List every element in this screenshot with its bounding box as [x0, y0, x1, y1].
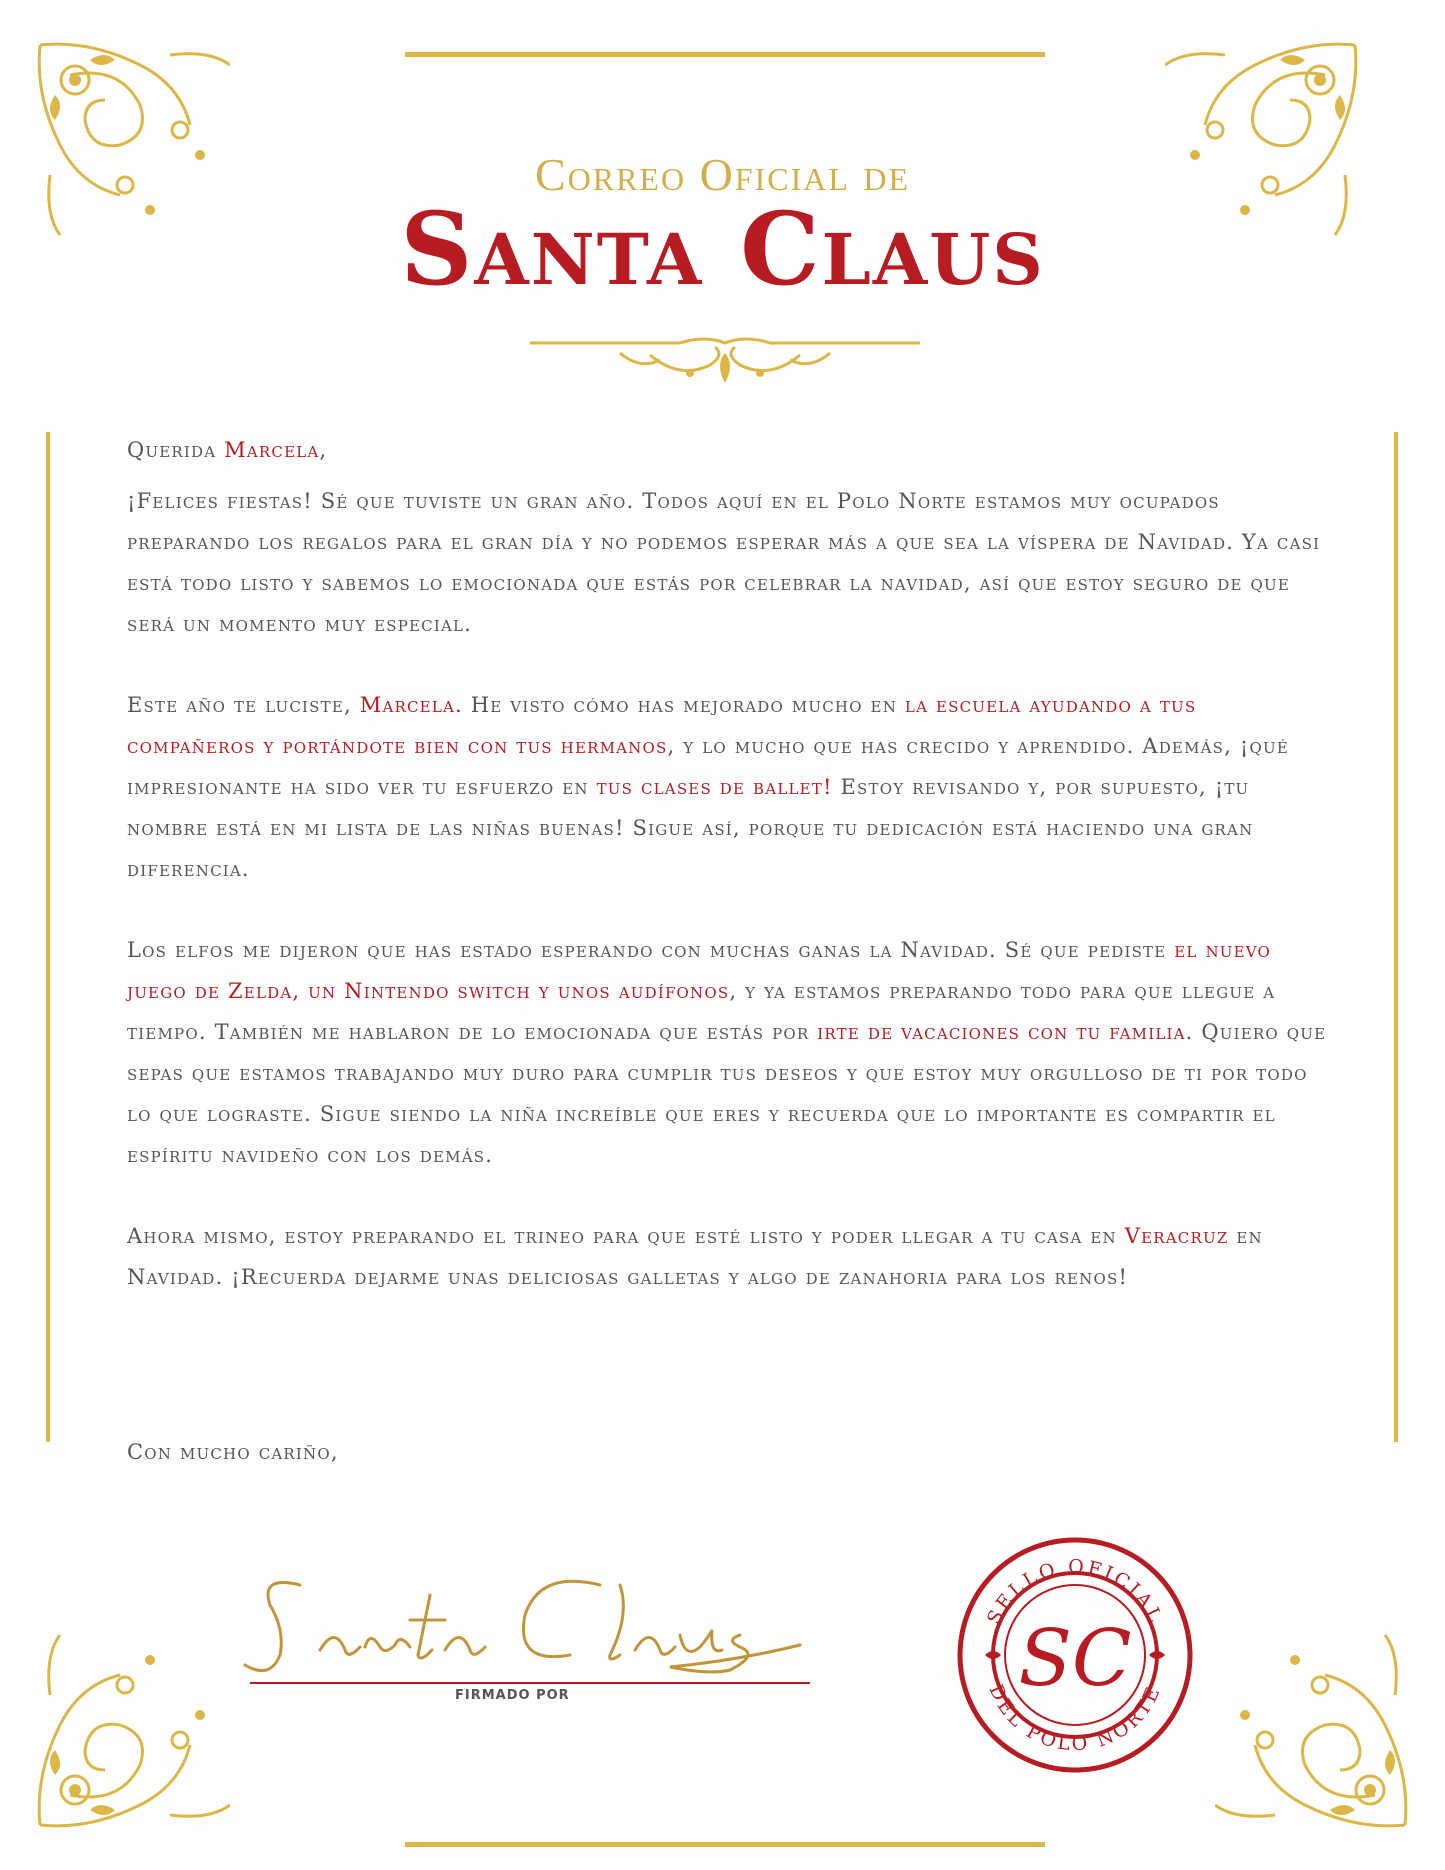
- paragraph-4: [127, 1216, 1327, 1298]
- seal-monogram: SC: [1018, 1614, 1132, 1704]
- p2-text-b: He visto cómo has mejorado mucho en: [462, 693, 905, 717]
- p2-text-a: Este año te luciste,: [127, 693, 360, 717]
- signature-label: FIRMADO POR: [455, 1688, 570, 1703]
- greeting: [127, 430, 1327, 471]
- p3-text-b: , y ya estamos preparando todo para que llegue a tiempo. También me hablaron de lo emocionada que estás por: [127, 979, 1276, 1044]
- p4-text-b: en Navidad. ¡Recuerda dejarme unas deliciosas galletas y algo de zanahoria para los renos!: [127, 1224, 1263, 1289]
- closing: Con mucho cariño,: [127, 1440, 339, 1464]
- letter-body: [127, 430, 1327, 1338]
- official-seal: [955, 1535, 1195, 1775]
- greeting-prefix: Querida: [127, 438, 225, 462]
- santa-signature: [240, 1555, 840, 1695]
- corner-ornament-bottom-right: [1215, 1625, 1415, 1835]
- seal-bottom-text: DEL POLO NORTE: [984, 1681, 1166, 1756]
- p2-highlight-1: la escuela ayudando a tus compañeros y portándote bien con tus hermanos: [127, 693, 1197, 758]
- bottom-gold-line: [405, 1842, 1045, 1847]
- title-flourish: [530, 325, 920, 395]
- p3-text-c: . Quiero que sepas que estamos trabajando muy duro para cumplir tus deseos y que estoy muy orgulloso de ti por todo lo que lograste. Sigue siendo la niña increíble que eres y recuerda que lo importante es compartir el espíritu navideño con los demás.: [127, 1020, 1327, 1167]
- p2-text-d: Estoy revisando y, por supuesto, ¡tu nombre está en mi lista de las niñas buenas! Sigue así, porque tu dedicación está haciendo una gran diferencia.: [127, 775, 1254, 881]
- p2-highlight-2: tus clases de ballet!: [596, 775, 833, 799]
- signature-line: [250, 1682, 810, 1684]
- recipient-name: Marcela: [224, 438, 320, 462]
- left-border-line: [46, 432, 50, 1442]
- title-main: Santa Claus: [400, 190, 1045, 308]
- p3-highlight-2: irte de vacaciones con tu familia: [817, 1020, 1186, 1044]
- p4-text-a: Ahora mismo, estoy preparando el trineo para que esté listo y poder llegar a tu casa en: [127, 1224, 1125, 1248]
- right-border-line: [1394, 432, 1398, 1442]
- seal-top-text: SELLO OFICIAL: [982, 1555, 1168, 1628]
- p4-highlight: Veracruz: [1124, 1224, 1229, 1248]
- top-gold-line: [405, 52, 1045, 57]
- p2-text-c: , y lo mucho que has crecido y aprendido. Además, ¡qué impresionante ha sido ver tu esfuerzo en: [127, 734, 1290, 799]
- greeting-suffix: ,: [319, 438, 328, 462]
- paragraph-1: ¡Felices fiestas! Sé que tuviste un gran año. Todos aquí en el Polo Norte estamos muy ocupados preparando los regalos para el gran día y no podemos esperar más a que sea la víspera de Navidad. Ya casi está todo listo y sabemos lo emocionada que estás por celebrar la navidad, así que estoy seguro de que será un momento muy especial.: [127, 489, 1321, 636]
- title-top: Correo Oficial de: [534, 149, 911, 200]
- p2-name: Marcela.: [359, 693, 463, 717]
- p3-text-a: Los elfos me dijeron que has estado esperando con muchas ganas la Navidad. Sé que pediste: [127, 938, 1175, 962]
- paragraph-2: [127, 685, 1327, 890]
- paragraph-3: [127, 930, 1327, 1176]
- p3-highlight-1: el nuevo juego de Zelda, un Nintendo switch y unos audífonos: [127, 938, 1272, 1003]
- corner-ornament-bottom-left: [30, 1625, 230, 1835]
